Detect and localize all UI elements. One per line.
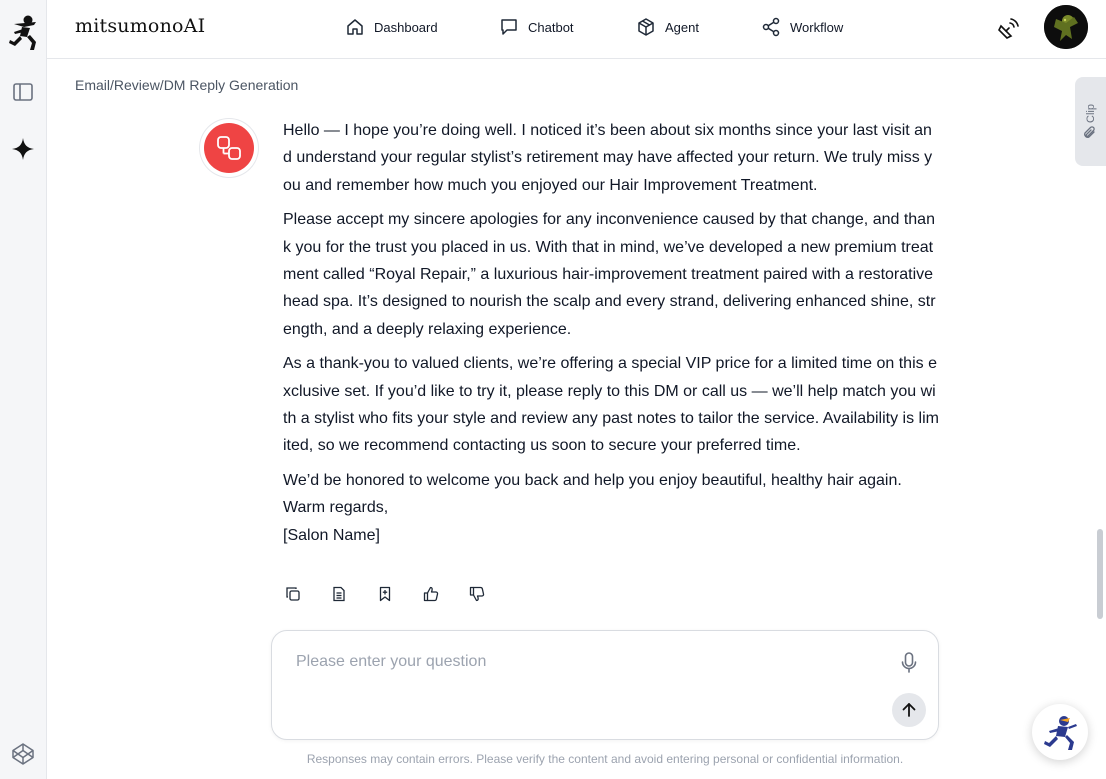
sidebar: [0, 0, 47, 779]
bot-logo-icon: [215, 134, 243, 162]
disclaimer-text: Responses may contain errors. Please verify the content and avoid entering personal or confidential information.: [306, 752, 904, 766]
message-actions: [283, 585, 487, 603]
bot-avatar: [200, 119, 258, 177]
assistant-mascot-button[interactable]: [1032, 704, 1088, 760]
toggle-sidebar-icon[interactable]: [10, 79, 36, 105]
closing-line: We’d be honored to welcome you back and help you enjoy beautiful, healthy hair again.: [283, 472, 902, 490]
cube-icon: [636, 17, 656, 37]
send-button[interactable]: [892, 693, 926, 727]
document-icon: [331, 586, 347, 602]
question-input[interactable]: [296, 653, 876, 713]
sparkle-icon[interactable]: [10, 136, 36, 162]
thumbs-down-button[interactable]: [467, 585, 487, 603]
brand-name[interactable]: mitsumonoAI: [75, 15, 206, 37]
bot-message: [283, 117, 939, 549]
nav-chatbot-label: Chatbot: [528, 19, 574, 35]
bookmark-button[interactable]: [375, 585, 395, 603]
satellite-icon[interactable]: [995, 16, 1021, 42]
ninja-mascot-icon: [1040, 712, 1080, 752]
thumbs-down-icon: [469, 586, 485, 602]
user-avatar[interactable]: [1044, 5, 1088, 49]
breadcrumb: Email/Review/DM Reply Generation: [75, 77, 299, 93]
nav-dashboard[interactable]: [345, 16, 438, 38]
copy-icon: [285, 586, 301, 602]
message-paragraph: Hello — I hope you’re doing well. I noticed it’s been about six months since your last visit and understand your regular stylist’s retirement may have affected your return. We truly miss you and remember how much you enjoyed our Hair Improvement Treatment.: [283, 122, 933, 194]
nav-dashboard-label: Dashboard: [374, 19, 438, 35]
share-icon: [761, 17, 781, 37]
ninja-logo-icon[interactable]: [6, 12, 40, 52]
top-header: [47, 0, 1106, 59]
microphone-button[interactable]: [898, 651, 920, 675]
clip-tab[interactable]: [1075, 77, 1106, 166]
closing-line: Warm regards,: [283, 499, 389, 517]
clip-label: Clip: [1085, 104, 1097, 123]
microphone-icon: [898, 651, 920, 675]
thumbs-up-icon: [423, 586, 439, 602]
nav-agent[interactable]: [636, 16, 699, 38]
home-icon: [345, 17, 365, 37]
document-button[interactable]: [329, 585, 349, 603]
copy-button[interactable]: [283, 585, 303, 603]
bookmark-add-icon: [377, 586, 393, 602]
nav-workflow-label: Workflow: [790, 19, 844, 35]
message-paragraph: Please accept my sincere apologies for any inconvenience caused by that change, and thank you for the trust you placed in us. With that in mind, we’ve developed a new premium treatment called “Royal Repair,” a luxurious hair-improvement treatment paired with a restorative head spa. It’s designed to nourish the scalp and every strand, delivering enhanced shine, strength, and a deeply relaxing experience.: [283, 211, 936, 338]
message-paragraph: As a thank-you to valued clients, we’re offering a special VIP price for a limited time on this exclusive set. If you’d like to try it, please reply to this DM or call us — we’ll help match you with a stylist who fits your style and review any past notes to tailor the service. Availability is limited, so we recommend contacting us soon to secure your preferred time.: [283, 355, 939, 455]
chat-icon: [499, 17, 519, 37]
nav-workflow[interactable]: [761, 16, 843, 38]
paperclip-icon: [1082, 125, 1098, 141]
nav-chatbot[interactable]: [499, 16, 574, 38]
scrollbar-thumb[interactable]: [1097, 529, 1103, 619]
arrow-up-icon: [900, 701, 918, 719]
message-closing: [283, 467, 939, 549]
thumbs-up-button[interactable]: [421, 585, 441, 603]
nav-agent-label: Agent: [665, 19, 699, 35]
chat-input-box: [271, 630, 939, 740]
closing-line: [Salon Name]: [283, 526, 380, 544]
codepen-icon[interactable]: [10, 741, 36, 767]
